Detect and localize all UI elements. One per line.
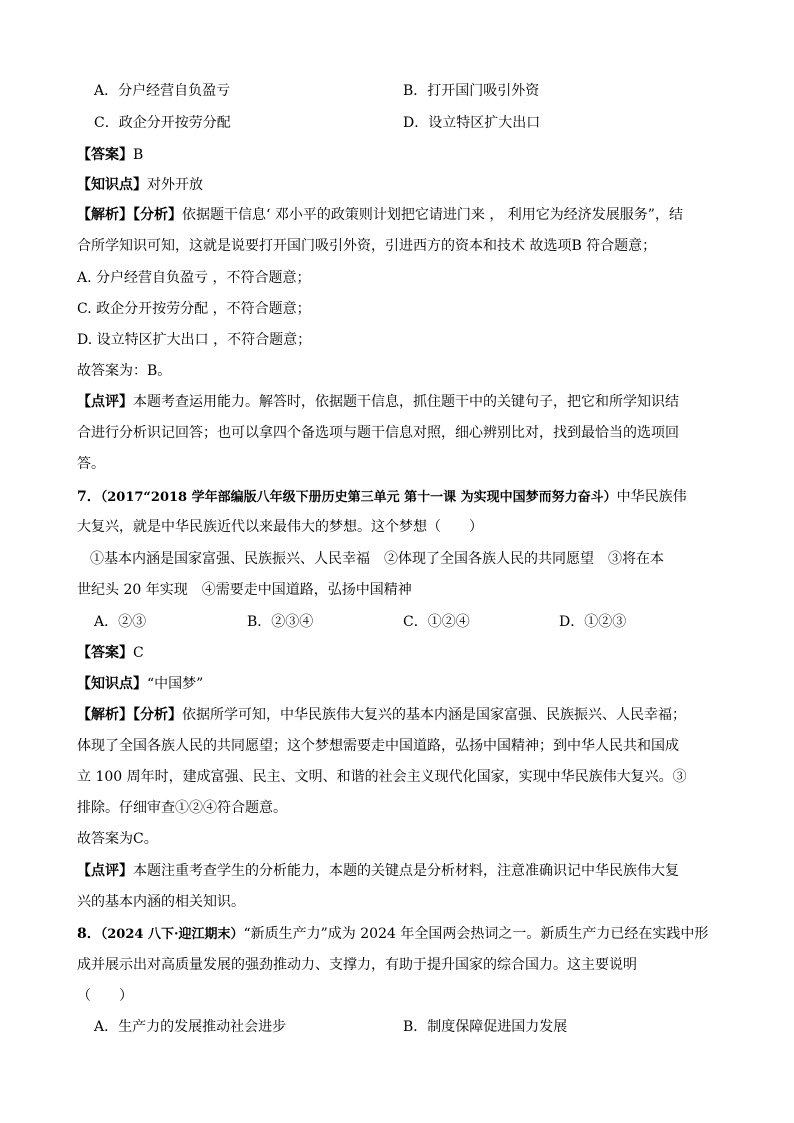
analysis-text: 依据题干信息‘ 邓小平的政策则计划把它请进门来 ， 利用它为经济发展服务”，结 [182, 207, 683, 223]
q6-comment-line-1 [77, 392, 679, 412]
analysis-label: 【解析】【分析】 [77, 207, 182, 223]
q7-option-a: A．②③ [94, 614, 147, 630]
q6-option-c: C．政企分开按劳分配 [94, 115, 231, 131]
q7-items-line-1: ①基本内涵是国家富强、民族振兴、人民幸福 ②体现了全国各族人民的共同愿望 ③将在本 [90, 551, 664, 567]
q7-stem-line-2: 大复兴，就是中华民族近代以来最伟大的梦想。这个梦想（ ） [77, 519, 483, 535]
q7-analysis-line-2: 体现了全国各族人民的共同愿望；这个梦想需要走中国道路，弘扬中国精神；到中华人民共和国成 [77, 738, 679, 754]
comment-label: 【点评】 [77, 863, 133, 879]
q6-answer-line [77, 145, 143, 165]
q7-items-line-2: 世纪头 20 年实现 ④需要走中国道路，弘扬中国精神 [77, 582, 412, 598]
q7-analysis-line-3: 立 100 周年时，建成富强、民主、文明、和谐的社会主义现代化国家，实现中华民族伟大复兴。③ [77, 769, 687, 785]
knowledge-label: 【知识点】 [77, 177, 147, 193]
question-number: 7． [77, 489, 101, 505]
q7-option-c: C．①②④ [403, 614, 470, 630]
q7-knowledge-line [77, 674, 203, 694]
q6-analysis-line-4: C. 政企分开按劳分配 ，不符合题意； [77, 301, 311, 317]
question-number: 8． [77, 926, 101, 942]
q6-option-b: B．打开国门吸引外资 [403, 83, 540, 99]
q6-option-d: D．设立特区扩大出口 [403, 115, 541, 131]
q8-stem-line-1 [77, 924, 708, 945]
analysis-text: 依据所学可知，中华民族伟大复兴的基本内涵是国家富强、民族振兴、人民幸福； [182, 707, 686, 723]
knowledge-value: “中国梦” [147, 676, 204, 692]
answer-label: 【答案】 [77, 645, 133, 661]
q8-stem-line-2: 成并展示出对高质量发展的强劲推动力、支撑力，有助于提升国家的综合国力。这主要说明 [77, 957, 637, 973]
q6-knowledge-line [77, 175, 203, 195]
q7-option-b: B．②③④ [247, 614, 314, 630]
question-source: （2017“2018 学年部编版八年级下册历史第三单元 第十一课 为实现中国梦而努力奋斗） [100, 490, 617, 505]
comment-text: 本题考查运用能力。解答时，依据题干信息，抓住题干中的关键句子，把它和所学知识结 [133, 394, 679, 410]
q6-analysis-line-3: A. 分户经营自负盈亏 ，不符合题意； [77, 270, 311, 286]
knowledge-label: 【知识点】 [77, 676, 147, 692]
q7-analysis-line-4: 排除。仔细审查①②④符合题意。 [77, 800, 287, 816]
q7-final-answer: 故答案为C。 [77, 831, 158, 847]
answer-label: 【答案】 [77, 147, 133, 163]
answer-value: C [133, 645, 144, 661]
analysis-label: 【解析】【分析】 [77, 707, 182, 723]
q7-analysis-line-1 [77, 705, 686, 725]
question-stem: “新质生产力”成为 2024 年全国两会热词之一。新质生产力已经在实践中形 [243, 926, 709, 942]
q8-stem-line-3: （ ） [77, 988, 133, 1004]
q7-option-d: D．①②③ [559, 614, 627, 630]
q6-analysis-line-5: D. 设立特区扩大出口 ，不符合题意； [77, 332, 312, 348]
q6-analysis-line-2: 合所学知识可知，这就是说要打开国门吸引外资，引进西方的资本和技术 故选项B 符合题意； [77, 238, 657, 254]
q6-comment-line-3: 答。 [77, 456, 105, 472]
q7-comment-line-1 [77, 861, 679, 881]
q6-analysis-line-1 [77, 205, 683, 225]
knowledge-value: 对外开放 [147, 177, 203, 193]
question-stem: 中华民族伟 [616, 489, 687, 505]
q6-comment-line-2: 合进行分析识记回答；也可以拿四个备选项与题干信息对照，细心辨别比对，找到最恰当的选项回 [77, 425, 679, 441]
answer-value: B [133, 147, 144, 163]
q7-stem-line-1 [77, 487, 687, 508]
q7-comment-line-2: 兴的基本内涵的相关知识。 [77, 894, 245, 910]
comment-label: 【点评】 [77, 394, 133, 410]
comment-text: 本题注重考查学生的分析能力，本题的关键点是分析材料，注意准确识记中华民族伟大复 [133, 863, 679, 879]
q8-option-a: A．生产力的发展推动社会进步 [94, 1019, 287, 1035]
q6-option-a: A．分户经营自负盈亏 [94, 83, 231, 99]
q8-option-b: B．制度保障促进国力发展 [403, 1019, 568, 1035]
q6-final-answer: 故答案为：B。 [77, 363, 172, 379]
question-source: （2024 八下·迎江期末） [100, 927, 244, 942]
q7-answer-line [77, 643, 144, 663]
